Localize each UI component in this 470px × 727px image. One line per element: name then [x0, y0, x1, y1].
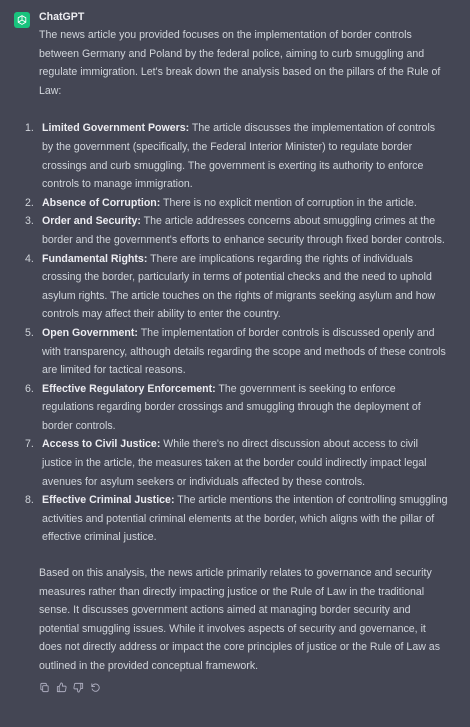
list-number: 8. — [25, 494, 34, 507]
thumbs-down-button[interactable] — [73, 682, 84, 693]
list-number: 3. — [25, 215, 34, 228]
list-item — [25, 212, 449, 249]
regenerate-button[interactable] — [90, 682, 101, 693]
list-item-text: The government is seeking to enforce regulations regarding border crossings and smuggling through the deployment of border controls. — [42, 382, 421, 432]
list-item-text: The article discusses the implementation of controls by the government (specifically, the Federal Interior Minister) to regulate border crossings and curb smuggling. The government is exerting its authority to enforce controls to manage immigration. — [42, 122, 436, 191]
list-item-title: Fundamental Rights: — [42, 252, 148, 265]
list-item — [25, 491, 449, 547]
list-number: 4. — [25, 252, 34, 265]
list-item-title: Limited Government Powers: — [42, 122, 190, 135]
list-item-title: Effective Criminal Justice: — [42, 494, 175, 507]
list-item-title: Order and Security: — [42, 215, 141, 228]
list-item — [25, 324, 449, 380]
list-item-title: Effective Regulatory Enforcement: — [42, 382, 216, 395]
chatgpt-avatar — [14, 12, 30, 28]
list-item — [25, 119, 449, 193]
list-item-title: Absence of Corruption: — [42, 196, 161, 209]
list-item-title: Open Government: — [42, 326, 138, 339]
list-item-text: The implementation of border controls is discussed openly and with transparency, although details regarding the scope and methods of these controls are limited for tactical reasons. — [42, 326, 446, 377]
list-number: 7. — [25, 438, 34, 451]
list-number: 6. — [25, 382, 34, 395]
list-number: 2. — [25, 196, 34, 209]
thumbs-up-button[interactable] — [56, 682, 67, 693]
list-item-text: There are implications regarding the rights of individuals crossing the border, particularly in terms of potential checks and the need to uphold asylum rights. The article touches on the rights of migrants seeking asylum and how controls may affect their ability to enter the country. — [42, 252, 436, 321]
list-number: 5. — [25, 326, 34, 339]
thumbs-down-icon — [73, 682, 84, 693]
thumbs-up-icon — [56, 682, 67, 693]
copy-icon — [39, 682, 50, 693]
list-item — [25, 380, 449, 436]
list-item — [25, 194, 449, 213]
list-item-text: While there's no direct discussion about access to civil justice in the article, the measures taken at the border could indirectly impact legal avenues for asylum seekers or individuals affected by these controls. — [42, 438, 427, 488]
sender-name: ChatGPT — [39, 11, 85, 23]
intro-paragraph: The news article you provided focuses on the implementation of border controls between Germany and Poland by the federal police, aiming to curb smuggling and regulate immigration. Let's break down the analysis based on the pillars of the Rule of Law: — [39, 29, 441, 97]
openai-logo-icon — [16, 14, 28, 26]
list-item — [25, 250, 449, 324]
list-item-text: There is no explicit mention of corruption in the article. — [160, 196, 417, 209]
list-item — [25, 435, 449, 491]
list-item-text: The article addresses concerns about smuggling crimes at the border and the government's efforts to enhance security through fixed border controls. — [42, 215, 445, 246]
message-content — [25, 9, 449, 693]
list-number: 1. — [25, 122, 34, 135]
list-item-text: The article mentions the intention of controlling smuggling activities and potential criminal elements at the border, which aligns with the pillar of effective criminal justice. — [42, 494, 448, 544]
pillar-list — [25, 119, 449, 547]
conclusion-paragraph: Based on this analysis, the news article primarily relates to governance and security measures rather than directly impacting justice or the Rule of Law in the traditional sense. It discusses government actions aimed at managing border security and potential smuggling issues. While it involves aspects of security and governance, it does not directly address or impact the core principles of justice or the Rule of Law as outlined in the provided conceptual framework. — [39, 567, 440, 672]
list-item-title: Access to Civil Justice: — [42, 438, 161, 451]
message-actions — [39, 682, 449, 693]
regenerate-icon — [90, 682, 101, 693]
copy-button[interactable] — [39, 682, 50, 693]
